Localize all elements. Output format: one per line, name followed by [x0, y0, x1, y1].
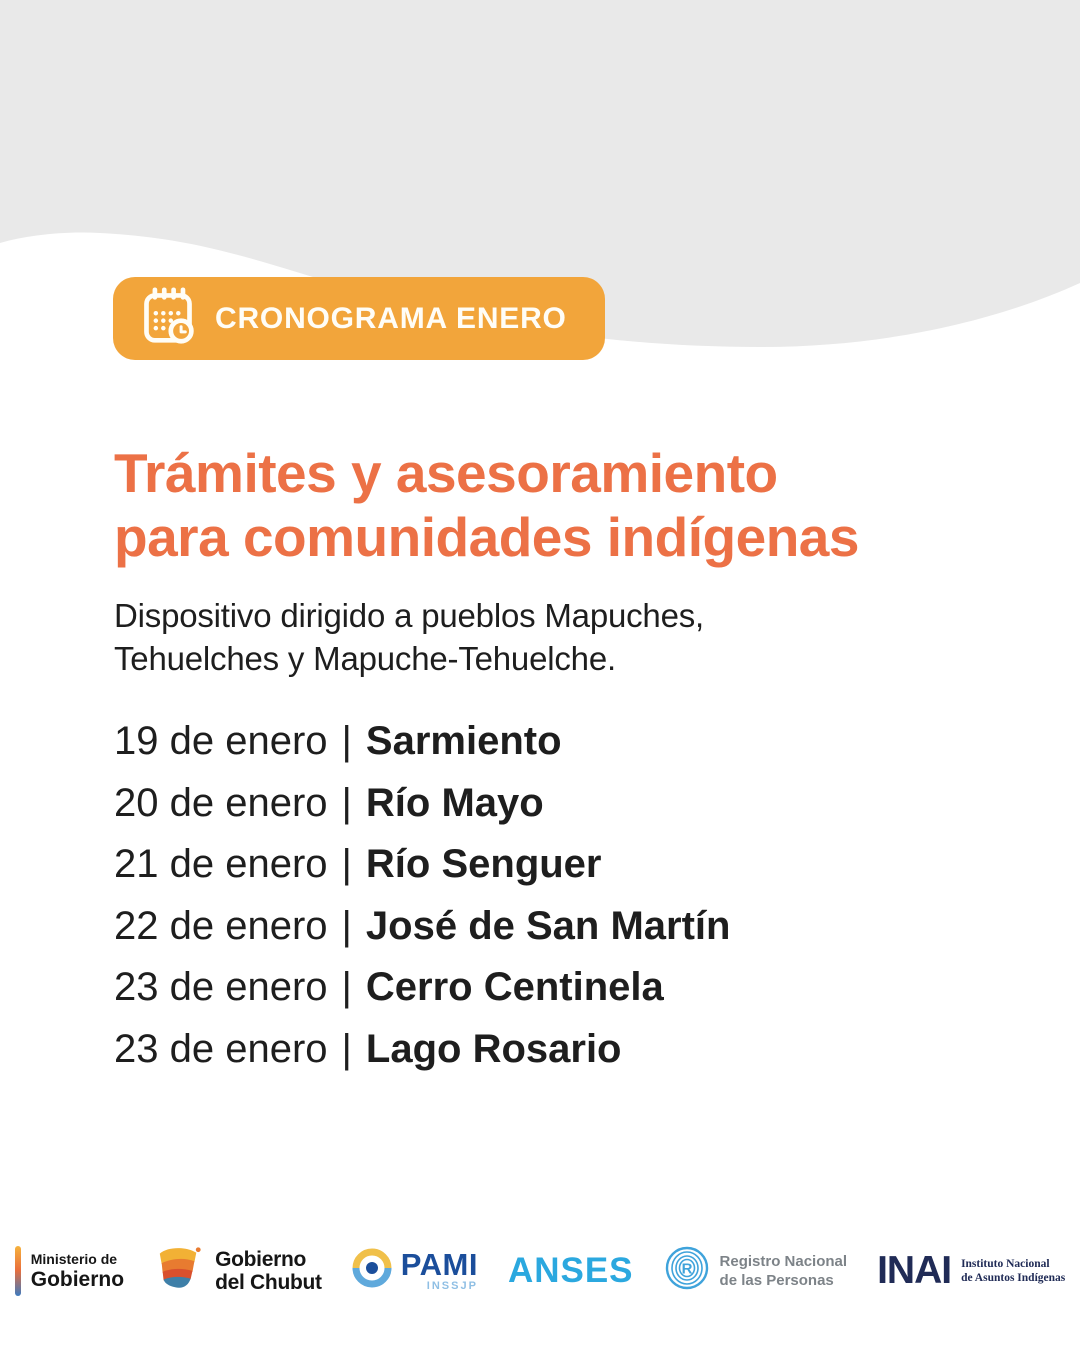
schedule-date: 20 de enero	[114, 780, 328, 825]
schedule-date: 23 de enero	[114, 965, 328, 1009]
renaper-line2: de las Personas	[719, 1271, 834, 1289]
pami-name: PAMI	[400, 1246, 478, 1282]
pami-subname: INSSJP	[426, 1279, 478, 1292]
inai-name: INAI	[877, 1248, 952, 1292]
renaper-line1: Registro Nacional	[719, 1252, 848, 1270]
renaper-r-letter: R	[681, 1260, 692, 1278]
schedule-row	[114, 773, 1014, 835]
schedule-place: Río Senguer	[365, 842, 602, 886]
logo-pami	[352, 1248, 478, 1293]
logo-ministerio-de-gobierno	[15, 1246, 124, 1296]
schedule-place: Río Mayo	[365, 780, 544, 825]
calendar-clock-icon	[139, 285, 197, 352]
main-content	[114, 441, 1014, 1080]
schedule-list	[114, 711, 1014, 1080]
logo-registro-nacional-personas	[664, 1245, 848, 1296]
schedule-date: 21 de enero	[114, 842, 328, 886]
ministerio-line1: Ministerio de	[30, 1250, 118, 1267]
schedule-separator: |	[341, 903, 352, 948]
schedule-row	[114, 957, 1014, 1019]
schedule-place: Sarmiento	[365, 719, 562, 763]
inai-line2: de Asuntos Indígenas	[961, 1271, 1066, 1284]
inai-line1: Instituto Nacional	[961, 1257, 1050, 1270]
schedule-separator: |	[341, 965, 352, 1009]
page-title-line1: Trámites y asesoramiento	[114, 442, 778, 504]
schedule-date: 23 de enero	[114, 1026, 328, 1071]
schedule-row	[114, 834, 1014, 896]
logo-gobierno-del-chubut	[154, 1243, 322, 1298]
page-title-line2: para comunidades indígenas	[114, 506, 859, 568]
logo-anses	[508, 1251, 634, 1291]
schedule-row	[114, 896, 1014, 958]
chubut-line2: del Chubut	[215, 1270, 322, 1294]
schedule-separator: |	[341, 842, 352, 886]
subtitle-line2: Tehuelches y Mapuche-Tehuelche.	[114, 640, 616, 677]
schedule-separator: |	[341, 719, 352, 763]
schedule-date: 19 de enero	[114, 719, 328, 763]
ministerio-gradient-bar-icon	[15, 1246, 21, 1296]
schedule-date: 22 de enero	[114, 903, 328, 948]
schedule-row	[114, 1019, 1014, 1081]
schedule-place: Lago Rosario	[365, 1026, 622, 1071]
schedule-separator: |	[341, 1026, 352, 1071]
fingerprint-icon	[664, 1245, 710, 1296]
footer-logos	[0, 1243, 1080, 1298]
cronograma-badge	[113, 277, 605, 360]
schedule-place: José de San Martín	[365, 903, 731, 948]
ministerio-line2: Gobierno	[30, 1267, 125, 1291]
schedule-separator: |	[341, 780, 352, 825]
chubut-line1: Gobierno	[215, 1247, 307, 1271]
subtitle-line1: Dispositivo dirigido a pueblos Mapuches,	[114, 597, 704, 634]
chubut-province-icon	[154, 1243, 204, 1298]
logo-inai	[877, 1248, 1066, 1292]
subtitle	[114, 594, 1014, 680]
schedule-place: Cerro Centinela	[365, 965, 664, 1009]
schedule-row	[114, 711, 1014, 773]
page-title	[114, 441, 1014, 569]
pami-cockade-icon	[352, 1248, 392, 1293]
badge-label: CRONOGRAMA ENERO	[215, 301, 567, 335]
anses-name: ANSES	[507, 1250, 634, 1290]
